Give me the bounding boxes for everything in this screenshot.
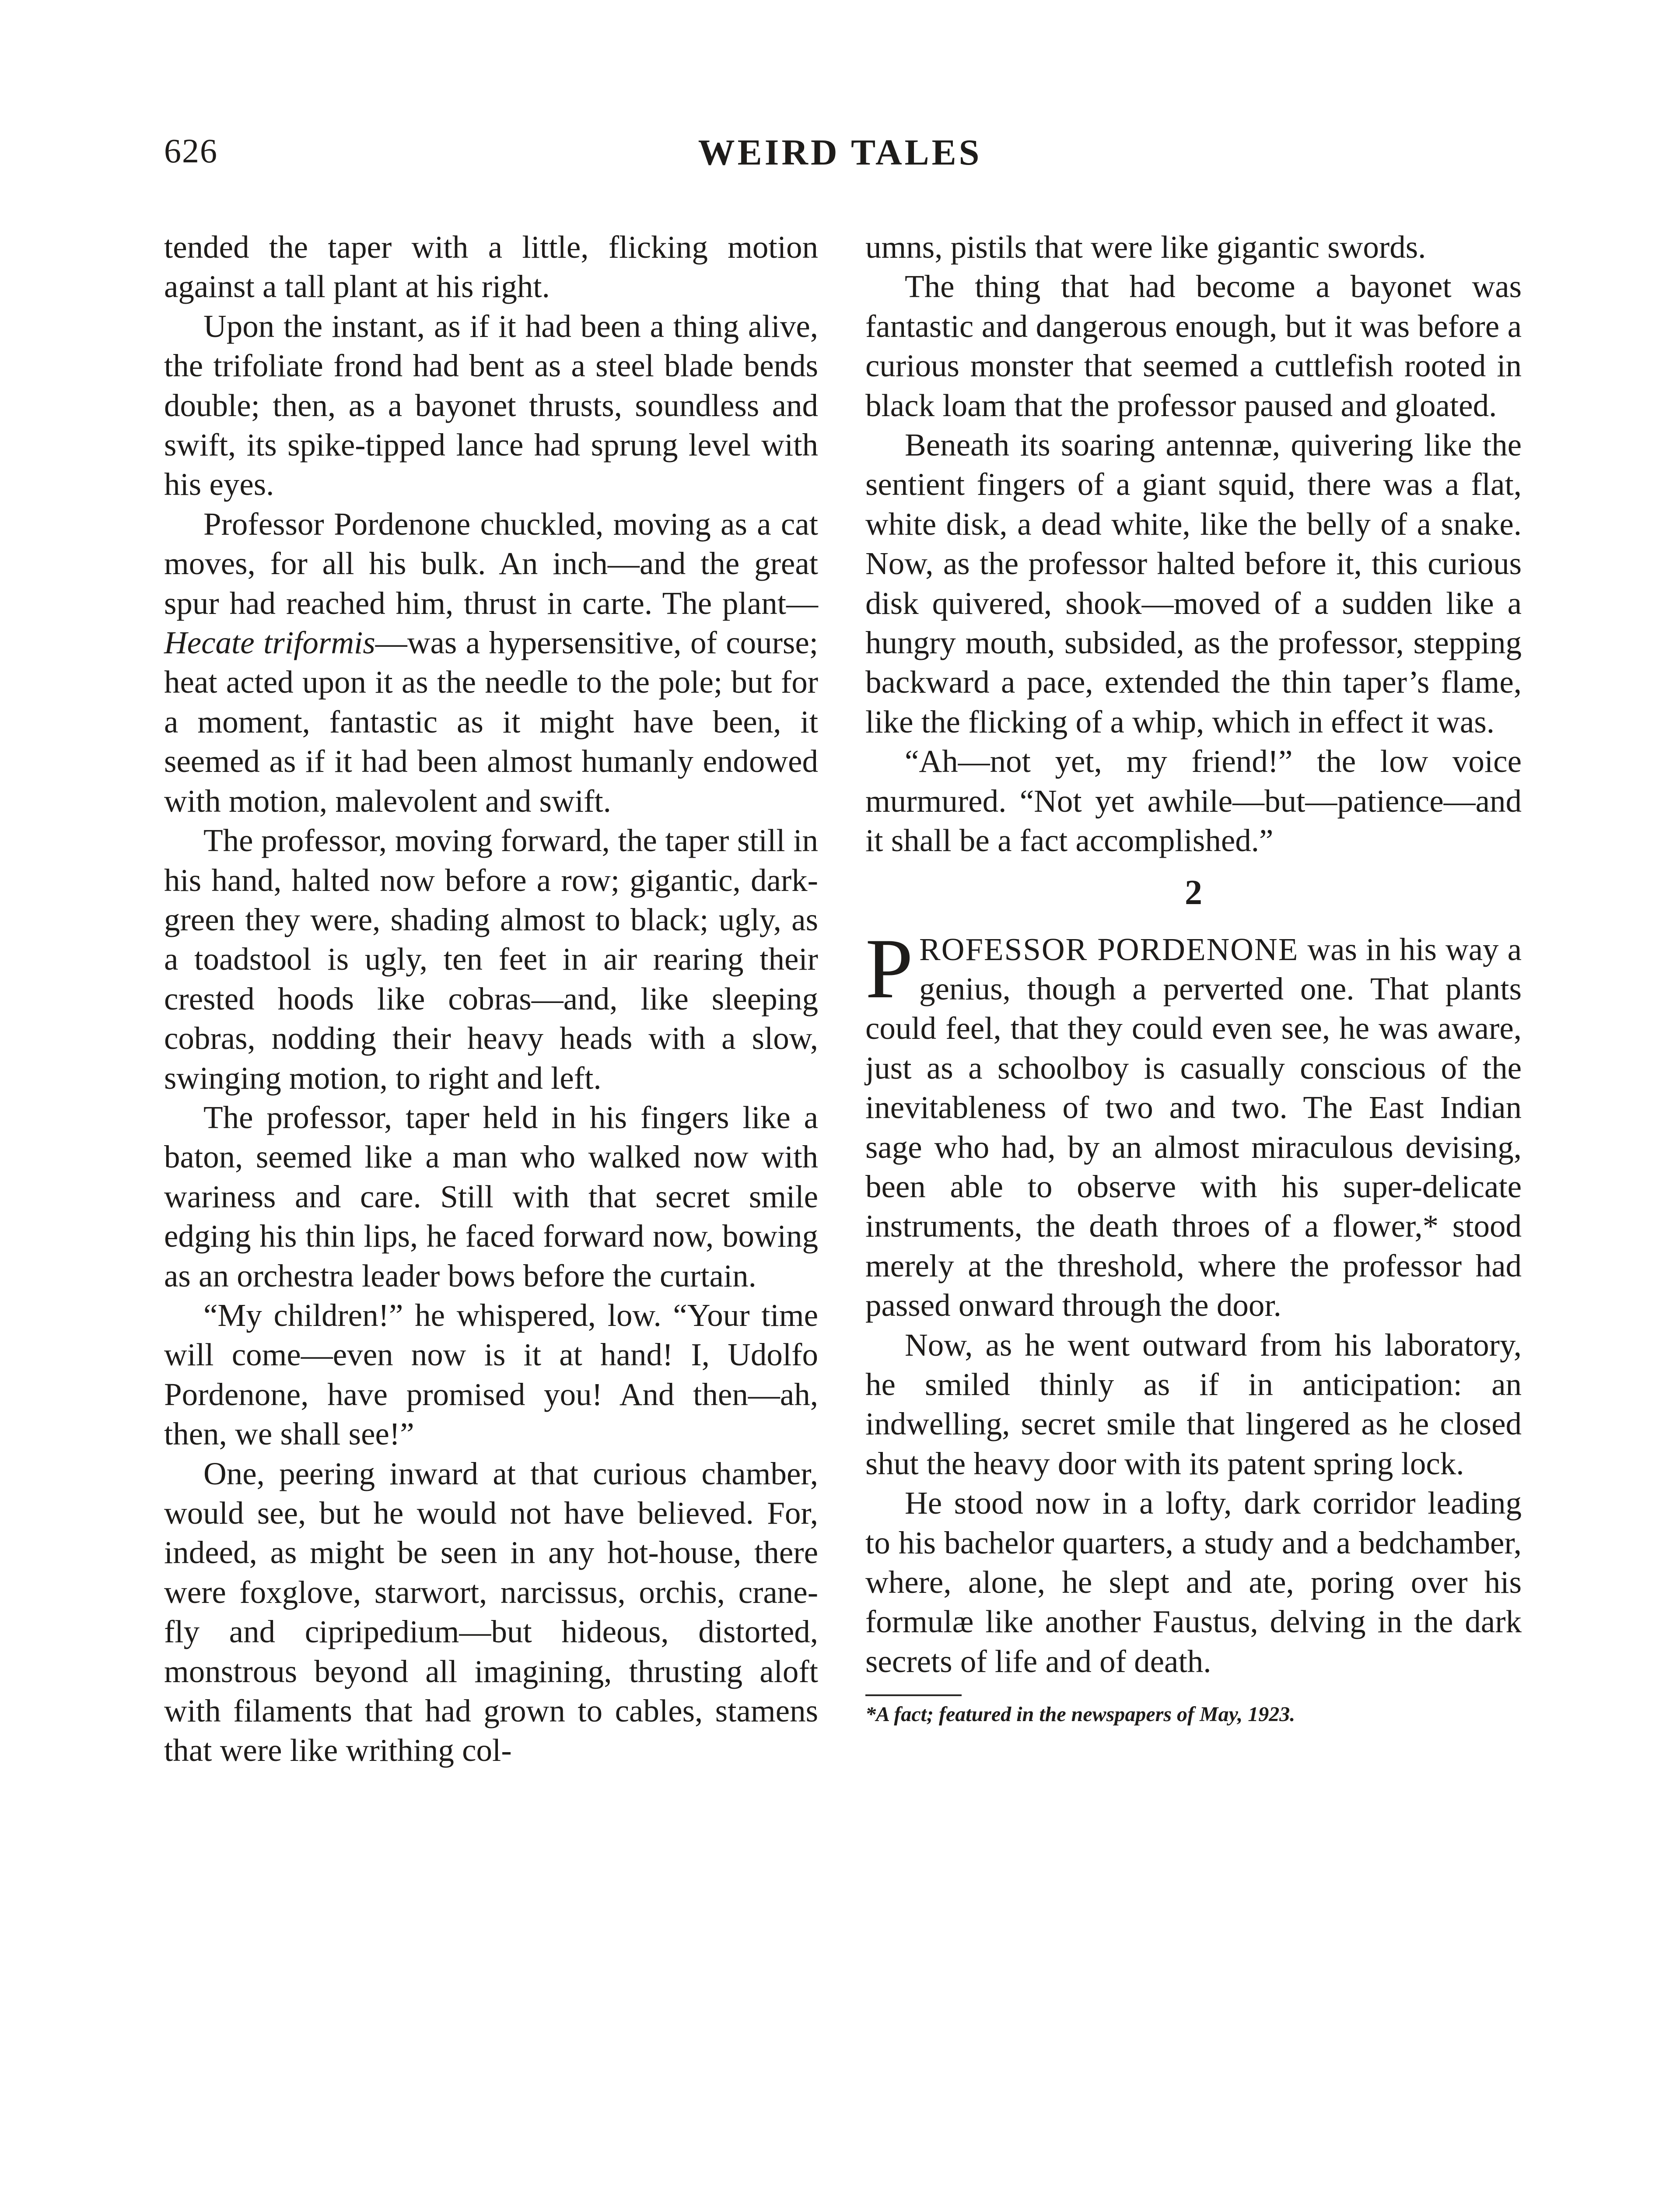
paragraph: The thing that had become a bayonet was fantastic and dangerous enough, but it was before a curious monster that seemed a cuttlefish rooted in black loam that the professor paused and gloated. [865, 269, 1522, 423]
page-header [164, 131, 1516, 184]
drop-cap-letter: P [865, 921, 914, 1016]
paragraph [164, 505, 818, 821]
footnote-rule [865, 1694, 962, 1696]
paragraph: tended the taper with a little, flicking motion against a tall plant at his right. [164, 229, 818, 305]
left-column [164, 228, 818, 1771]
paragraph: Now, as he went outward from his laboratory, he smiled thinly as if in anticipation: an indwelling, secret smile that lingered as he closed shut the heavy door with its patent spring lock. [865, 1327, 1522, 1481]
paragraph: The professor, taper held in his fingers like a baton, seemed like a man who walked now with wariness and care. Still with that secret smile edging his thin lips, he faced forward now, bowing as an orchestra leader bows before the curtain. [164, 1099, 818, 1294]
footnote: *A fact; featured in the newspapers of May, 1923. [865, 1703, 1295, 1726]
paragraph-text: —was a hypersensitive, of course; heat acted upon it as the needle to the pole; but for a moment, fantastic as it might have been, it seemed as if it had been almost humanly endowed with motion, malevolent and swift. [164, 625, 818, 819]
paragraph-text: was in his way a genius, though a perverted one. That plants could feel, that they could even see, he was aware, just as a schoolboy is casually conscious of the inevitableness of two and two. The East Indian sage who had, by an almost miraculous devising, been able to observe with his super-delicate instruments, the death throes of a flower,* stood merely at the threshold, where the professor had passed onward through the door. [865, 931, 1522, 1323]
paragraph: The professor, moving forward, the taper still in his hand, halted now before a row; gigantic, dark-green they were, shading almost to black; ugly, as a toadstool is ugly, ten feet in air rearing their crested hoods like cobras—and, like sleeping cobras, nodding their heavy heads with a slow, swinging motion, to right and left. [164, 823, 818, 1096]
paragraph: One, peering inward at that curious chamber, would see, but he would not have believed. For, indeed, as might be seen in any hot-house, there were foxglove, starwort, narcissus, orchis, crane-fly and cipripedium—but hideous, distorted, monstrous beyond all imagining, thrusting aloft with filaments that had grown to cables, stamens that were like writhing col- [164, 1455, 818, 1768]
paragraph: “Ah—not yet, my friend!” the low voice murmured. “Not yet awhile—but—patience—and it shall be a fact accomplished.” [865, 743, 1522, 859]
smallcaps-name: ROFESSOR PORDENONE [919, 931, 1299, 967]
paragraph: He stood now in a lofty, dark corridor leading to his bachelor quarters, a study and a bedchamber, where, alone, he slept and ate, poring over his formulæ like another Faustus, delving in the dark secrets of life and of death. [865, 1485, 1522, 1679]
running-title: WEIRD TALES [698, 132, 982, 173]
paragraph: “My children!” he whispered, low. “Your time will come—even now is it at hand! I, Udolfo Pordenone, have promised you! And then—ah, then, we shall see!” [164, 1297, 818, 1452]
dropcap-paragraph [865, 921, 1522, 1325]
paragraph-text: Professor Pordenone chuckled, moving as a cat moves, for all his bulk. An inch—and the great spur had reached him, thrust in carte. The plant— [164, 506, 818, 621]
page-number: 626 [164, 132, 218, 170]
paragraph: Beneath its soaring antennæ, quivering like the sentient fingers of a giant squid, there was a flat, white disk, a dead white, like the belly of a snake. Now, as the professor halted before it, this curious disk quivered, shook—moved of a sudden like a hungry mouth, subsided, as the professor, stepping backward a pace, extended the thin taper’s flame, like the flicking of a whip, which in effect it was. [865, 427, 1522, 740]
paragraph: umns, pistils that were like gigantic swords. [865, 229, 1426, 265]
paragraph: Upon the instant, as if it had been a thing alive, the trifoliate frond had bent as a steel blade bends double; then, as a bayonet thrusts, soundless and swift, its spike-tipped lance had sprung level with his eyes. [164, 308, 818, 502]
section-number: 2 [1185, 873, 1202, 912]
italic-plant-name: Hecate triformis [164, 625, 375, 661]
right-column [865, 228, 1522, 1727]
